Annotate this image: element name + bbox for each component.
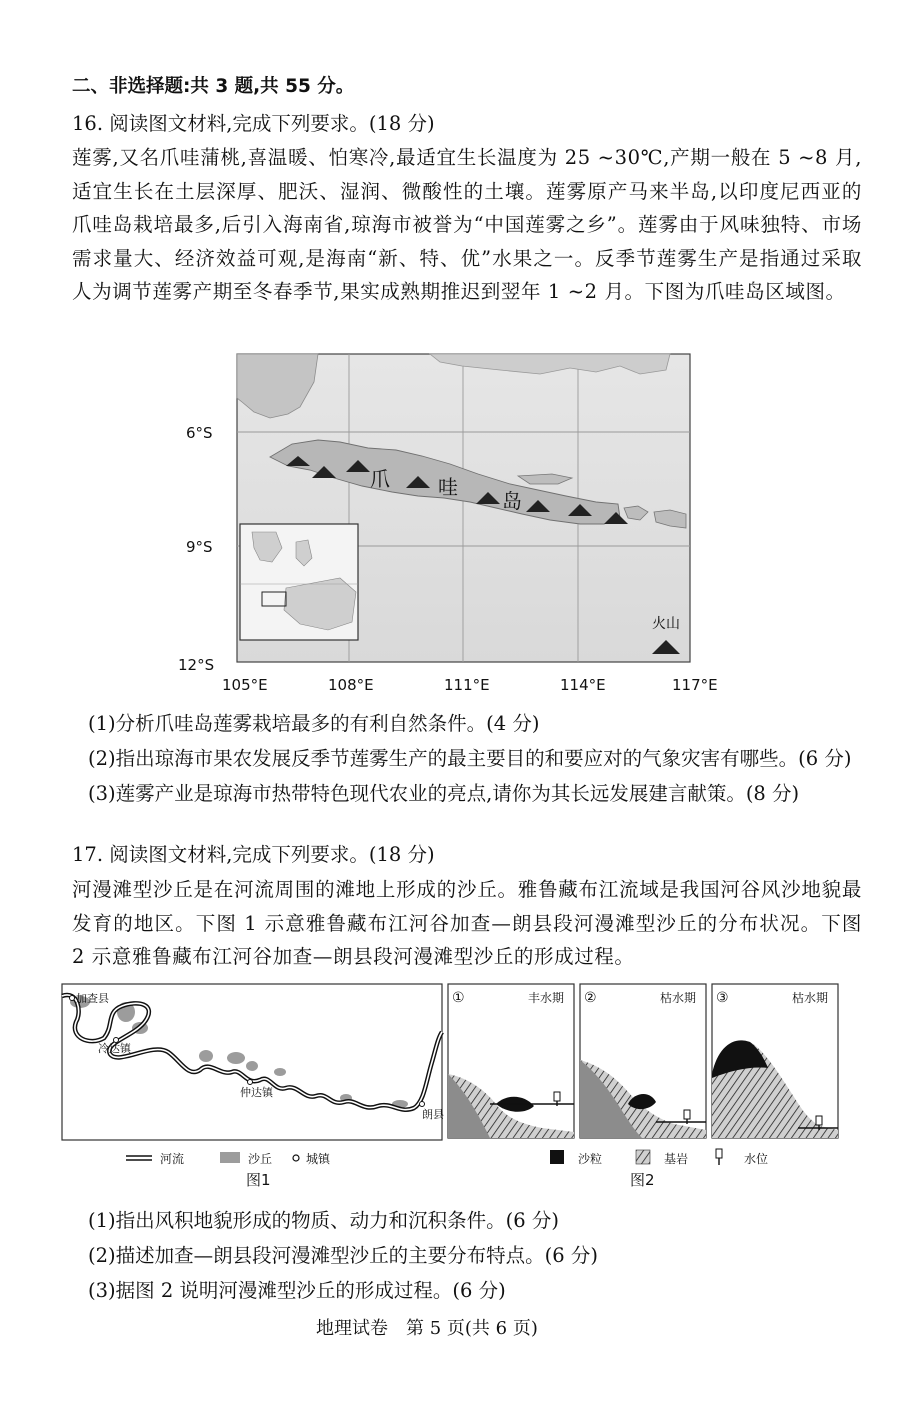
lon-label: 114°E (560, 676, 606, 694)
town-label: 仲达镇 (240, 1086, 273, 1099)
legend-town-label: 城镇 (306, 1152, 331, 1166)
page-footer: 地理试卷 第 5 页(共 6 页) (316, 1318, 538, 1339)
lat-label: 9°S (186, 538, 213, 556)
town-label: 朗县 (422, 1108, 444, 1121)
q17-sub-1: (1)指出风积地貌形成的物质、动力和沉积条件。(6 分) (88, 1209, 559, 1232)
legend-town-marker (293, 1155, 299, 1161)
panel-season: 枯水期 (792, 991, 829, 1005)
town-marker (70, 996, 75, 1001)
panel-1 (448, 984, 574, 1138)
q17-sub-3: (3)据图 2 说明河漫滩型沙丘的形成过程。(6 分) (88, 1279, 506, 1302)
q16-title: 16. 阅读图文材料,完成下列要求。(18 分) (72, 112, 435, 135)
q16-material: 莲雾,又名爪哇蒲桃,喜温暖、怕寒冷,最适宜生长温度为 25 ~30℃,产期一般在 5 ~8 月,适宜生长在土层深厚、肥沃、湿润、微酸性的土壤。莲雾原产马来半岛,以印度尼西亚的爪哇岛栽培最多,后引入海南省,琼海市被誉为“中国莲雾之乡”。莲雾由于风味独特、市场需求量大、经济效益可观,是海南“新、特、优”水果之一。反季节莲雾生产是指通过采取人为调节莲雾产期至冬春季节,果实成熟期推迟到翌年 1 ~2 月。下图为爪哇岛区域图。 (72, 146, 862, 303)
legend-bedrock-label: 基岩 (664, 1152, 689, 1166)
lat-label: 6°S (186, 424, 213, 442)
lon-label: 111°E (444, 676, 490, 694)
town-label: 冷达镇 (98, 1042, 131, 1055)
town-marker (248, 1080, 253, 1085)
legend-river-label: 河流 (160, 1152, 185, 1166)
panel-number: ③ (716, 990, 729, 1006)
island-name-char: 爪 (370, 467, 390, 491)
legend-bedrock-swatch (636, 1150, 650, 1164)
legend-sand-label: 沙粒 (578, 1152, 603, 1166)
panel-season: 丰水期 (528, 991, 565, 1005)
section-heading: 二、非选择题:共 3 题,共 55 分。 (72, 76, 355, 97)
inset-map (240, 524, 358, 640)
legend-dune-label: 沙丘 (248, 1152, 273, 1166)
panel-number: ① (452, 990, 465, 1006)
figure-2-caption: 图2 (630, 1171, 655, 1189)
legend-volcano-label: 火山 (652, 616, 680, 632)
panel-number: ② (584, 990, 597, 1006)
q17-title: 17. 阅读图文材料,完成下列要求。(18 分) (72, 843, 435, 866)
lat-label: 12°S (178, 656, 215, 674)
town-marker (420, 1102, 425, 1107)
q16-sub-1: (1)分析爪哇岛莲雾栽培最多的有利自然条件。(4 分) (88, 712, 540, 735)
legend-water-level-label: 水位 (744, 1152, 769, 1166)
panel-season: 枯水期 (660, 991, 697, 1005)
q17-material: 河漫滩型沙丘是在河流周围的滩地上形成的沙丘。雅鲁藏布江流域是我国河谷风沙地貌最发育的地区。下图 1 示意雅鲁藏布江河谷加查—朗县段河漫滩型沙丘的分布状况。下图 2 示意雅鲁藏布江河谷加查—朗县段河漫滩型沙丘的形成过程。 (72, 878, 862, 968)
island-name-char: 岛 (502, 489, 522, 513)
panel-2 (580, 984, 706, 1138)
panel-3 (712, 984, 838, 1138)
town-label: 加查县 (76, 992, 109, 1005)
q17-sub-2: (2)描述加查—朗县段河漫滩型沙丘的主要分布特点。(6 分) (88, 1244, 598, 1267)
legend-sand-swatch (550, 1150, 564, 1164)
figure-2-formation-process (446, 982, 840, 1192)
q16-sub-3: (3)莲雾产业是琼海市热带特色现代农业的亮点,请你为其长远发展建言献策。(8 分) (88, 782, 800, 805)
figure-1-caption: 图1 (246, 1171, 271, 1189)
lon-label: 105°E (222, 676, 268, 694)
q16-sub-2: (2)指出琼海市果农发展反季节莲雾生产的最主要目的和要应对的气象灾害有哪些。(6 分) (88, 747, 852, 770)
lon-label: 108°E (328, 676, 374, 694)
lon-label: 117°E (672, 676, 718, 694)
figure-1-river-map (60, 982, 445, 1192)
island-name-char: 哇 (438, 475, 458, 499)
java-map (178, 352, 730, 697)
legend-dune-swatch (220, 1152, 240, 1163)
